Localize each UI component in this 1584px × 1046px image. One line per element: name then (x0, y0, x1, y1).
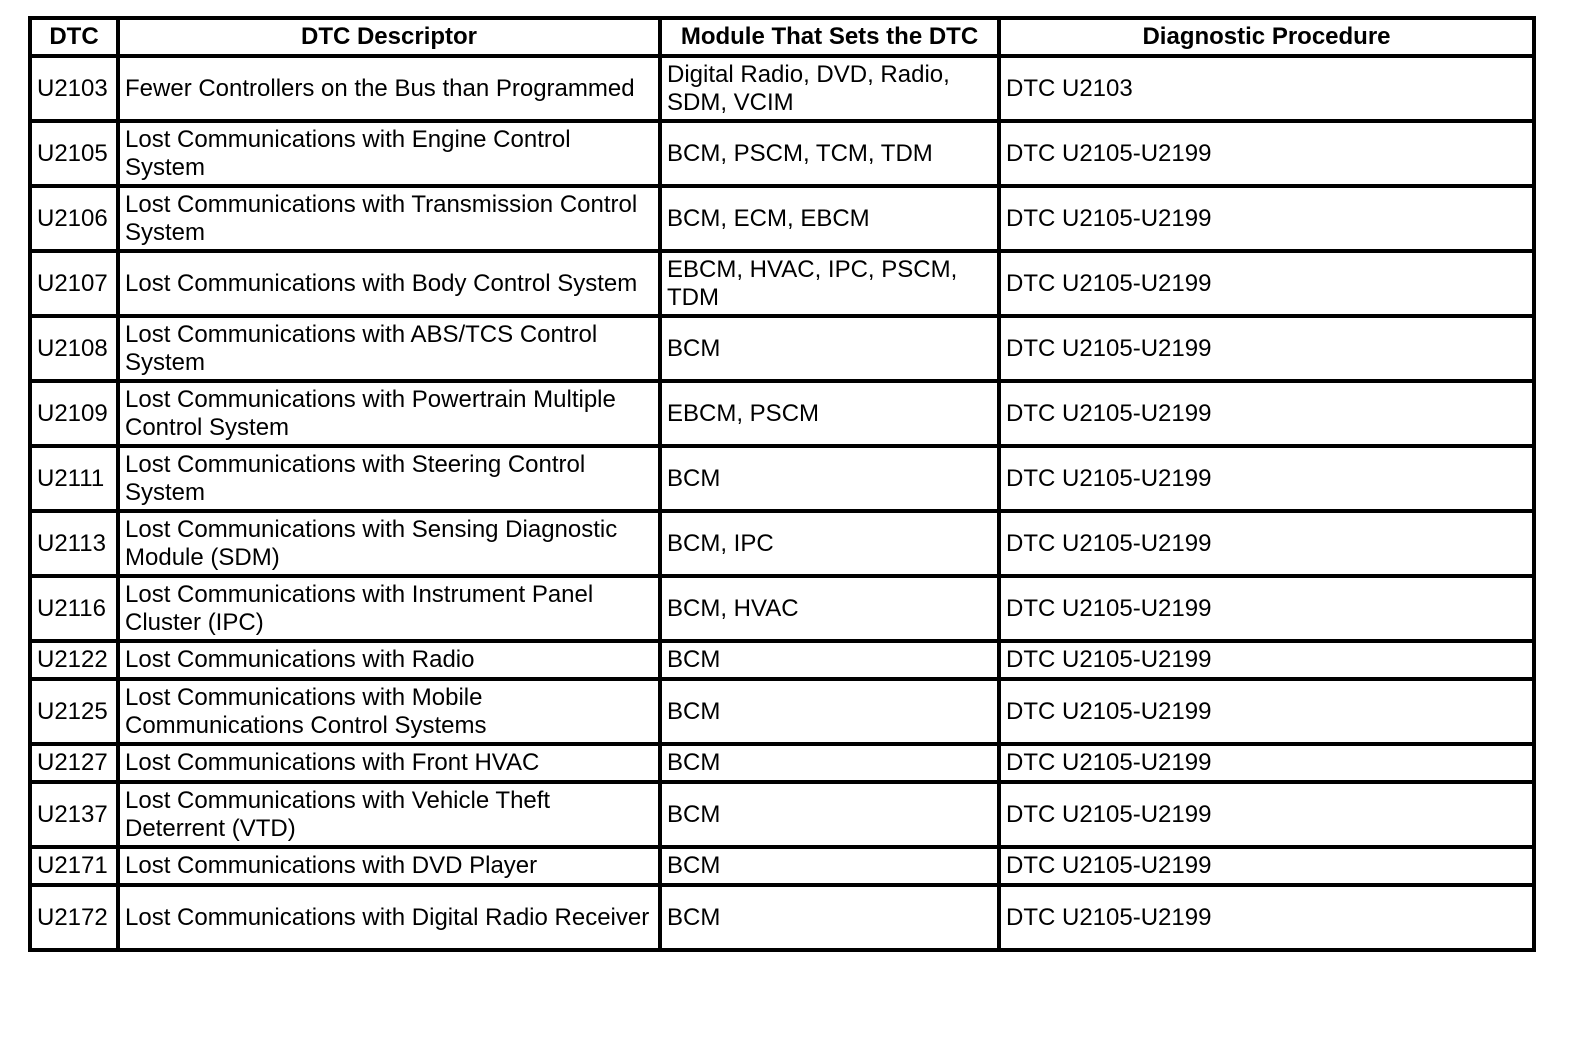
diagnostic-procedure: DTC U2105-U2199 (999, 511, 1534, 576)
module-list: BCM, HVAC (660, 576, 999, 641)
module-list: BCM (660, 641, 999, 679)
module-list: EBCM, HVAC, IPC, PSCM, TDM (660, 251, 999, 316)
dtc-descriptor: Lost Communications with Powertrain Multiple Control System (118, 381, 660, 446)
table-row (30, 847, 1534, 885)
module-list: BCM (660, 744, 999, 782)
dtc-descriptor: Lost Communications with Sensing Diagnostic Module (SDM) (118, 511, 660, 576)
module-list: BCM, PSCM, TCM, TDM (660, 121, 999, 186)
dtc-descriptor: Lost Communications with Transmission Control System (118, 186, 660, 251)
table-header-row (30, 18, 1534, 56)
diagnostic-procedure: DTC U2105-U2199 (999, 847, 1534, 885)
module-list: Digital Radio, DVD, Radio, SDM, VCIM (660, 56, 999, 121)
dtc-code: U2137 (30, 782, 118, 847)
module-list: BCM (660, 885, 999, 950)
table-row (30, 121, 1534, 186)
dtc-descriptor: Lost Communications with Engine Control System (118, 121, 660, 186)
module-list: BCM, IPC (660, 511, 999, 576)
dtc-descriptor: Lost Communications with ABS/TCS Control System (118, 316, 660, 381)
diagnostic-procedure: DTC U2105-U2199 (999, 679, 1534, 744)
diagnostic-procedure: DTC U2105-U2199 (999, 316, 1534, 381)
table-row (30, 251, 1534, 316)
dtc-code: U2109 (30, 381, 118, 446)
dtc-descriptor: Lost Communications with Mobile Communications Control Systems (118, 679, 660, 744)
dtc-code: U2172 (30, 885, 118, 950)
table-row (30, 381, 1534, 446)
table-row (30, 641, 1534, 679)
dtc-code: U2127 (30, 744, 118, 782)
table-row (30, 576, 1534, 641)
module-list: BCM (660, 446, 999, 511)
diagnostic-procedure: DTC U2105-U2199 (999, 744, 1534, 782)
table-row (30, 885, 1534, 950)
module-list: EBCM, PSCM (660, 381, 999, 446)
dtc-descriptor: Lost Communications with Digital Radio Receiver (118, 885, 660, 950)
dtc-descriptor: Lost Communications with DVD Player (118, 847, 660, 885)
dtc-code: U2108 (30, 316, 118, 381)
diagnostic-procedure: DTC U2105-U2199 (999, 446, 1534, 511)
diagnostic-procedure: DTC U2105-U2199 (999, 885, 1534, 950)
table-row (30, 56, 1534, 121)
dtc-code: U2122 (30, 641, 118, 679)
module-list: BCM (660, 316, 999, 381)
table-row (30, 511, 1534, 576)
dtc-table-container (28, 16, 1532, 952)
diagnostic-procedure: DTC U2105-U2199 (999, 251, 1534, 316)
diagnostic-procedure: DTC U2103 (999, 56, 1534, 121)
dtc-code: U2103 (30, 56, 118, 121)
diagnostic-procedure: DTC U2105-U2199 (999, 186, 1534, 251)
diagnostic-procedure: DTC U2105-U2199 (999, 121, 1534, 186)
dtc-code: U2111 (30, 446, 118, 511)
dtc-code: U2106 (30, 186, 118, 251)
table-row (30, 316, 1534, 381)
dtc-code: U2171 (30, 847, 118, 885)
dtc-code: U2107 (30, 251, 118, 316)
dtc-descriptor: Lost Communications with Body Control System (118, 251, 660, 316)
diagnostic-procedure: DTC U2105-U2199 (999, 381, 1534, 446)
dtc-code: U2125 (30, 679, 118, 744)
dtc-descriptor: Lost Communications with Front HVAC (118, 744, 660, 782)
table-row (30, 782, 1534, 847)
module-list: BCM (660, 847, 999, 885)
dtc-descriptor: Lost Communications with Instrument Panel Cluster (IPC) (118, 576, 660, 641)
table-row (30, 186, 1534, 251)
dtc-descriptor: Lost Communications with Radio (118, 641, 660, 679)
module-list: BCM, ECM, EBCM (660, 186, 999, 251)
header-dtc: DTC (30, 18, 118, 56)
diagnostic-procedure: DTC U2105-U2199 (999, 641, 1534, 679)
diagnostic-procedure: DTC U2105-U2199 (999, 576, 1534, 641)
table-row (30, 679, 1534, 744)
header-diagnostic-procedure: Diagnostic Procedure (999, 18, 1534, 56)
dtc-descriptor: Fewer Controllers on the Bus than Programmed (118, 56, 660, 121)
module-list: BCM (660, 782, 999, 847)
table-row (30, 744, 1534, 782)
dtc-code: U2113 (30, 511, 118, 576)
module-list: BCM (660, 679, 999, 744)
dtc-code: U2116 (30, 576, 118, 641)
dtc-code: U2105 (30, 121, 118, 186)
diagnostic-procedure: DTC U2105-U2199 (999, 782, 1534, 847)
table-row (30, 446, 1534, 511)
header-module: Module That Sets the DTC (660, 18, 999, 56)
dtc-descriptor: Lost Communications with Vehicle Theft Deterrent (VTD) (118, 782, 660, 847)
header-dtc-descriptor: DTC Descriptor (118, 18, 660, 56)
dtc-table (28, 16, 1536, 952)
dtc-descriptor: Lost Communications with Steering Control System (118, 446, 660, 511)
